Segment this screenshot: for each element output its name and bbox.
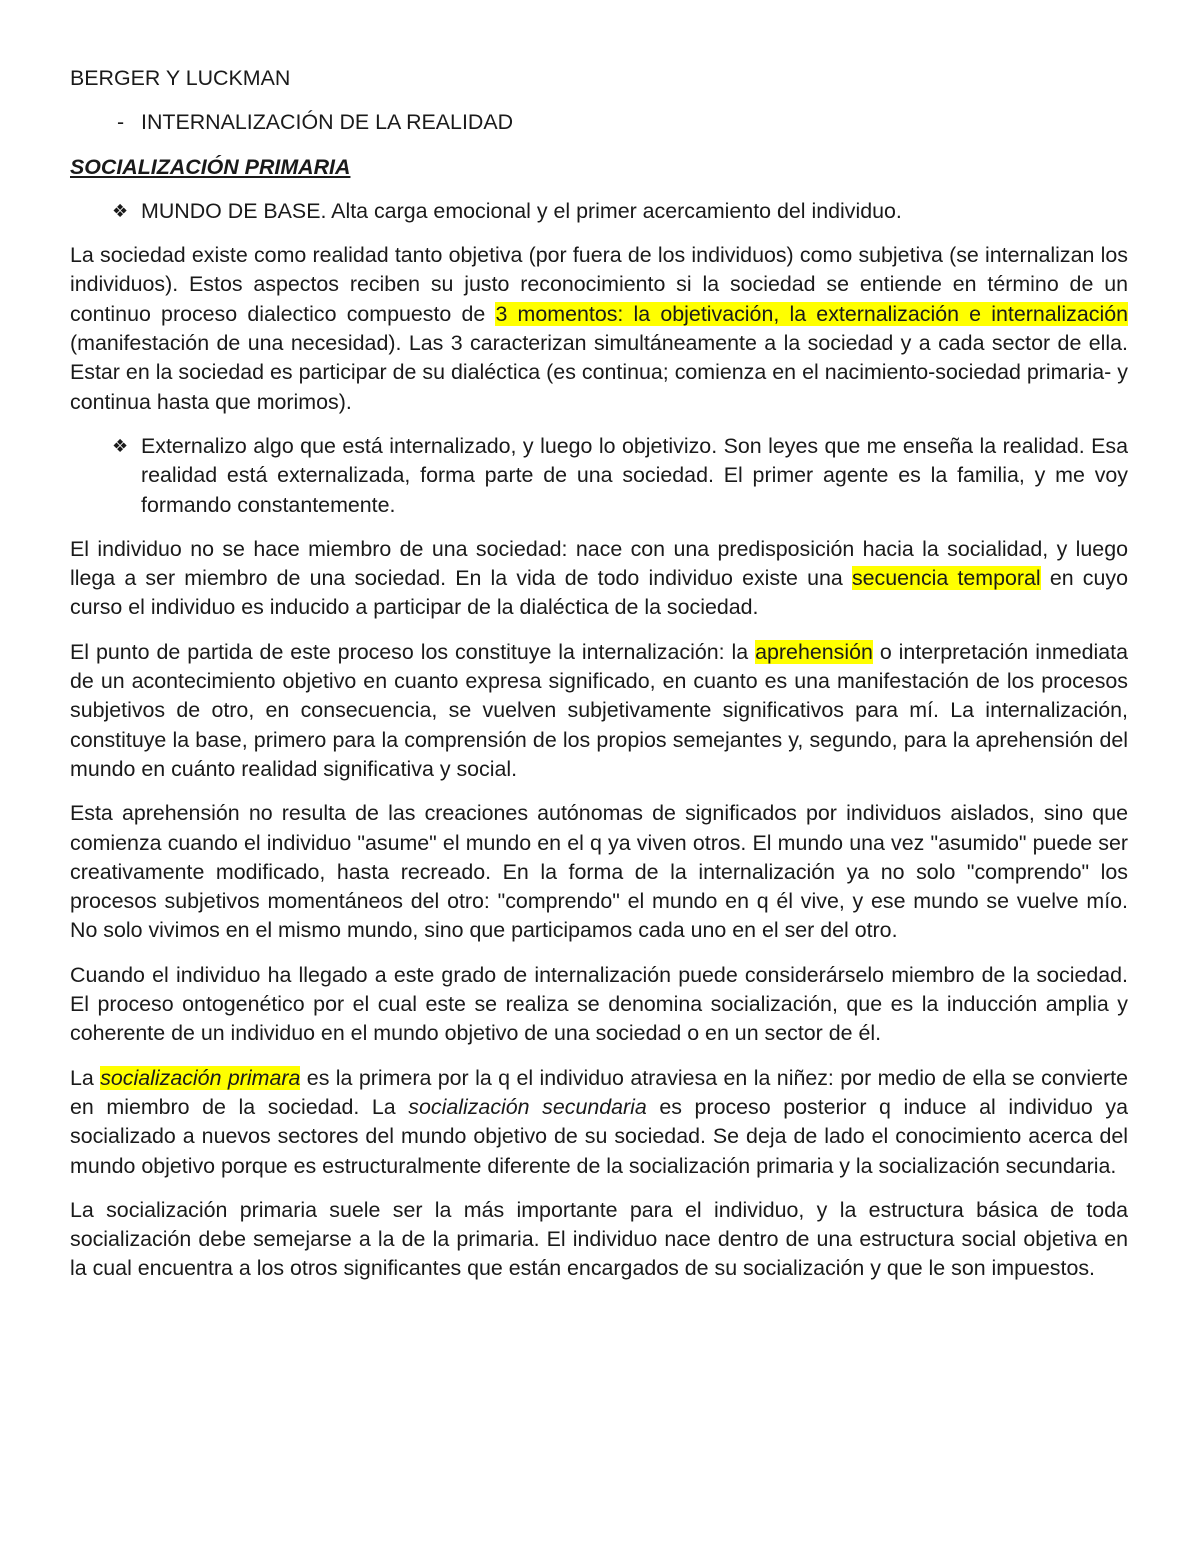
paragraph-2-part-b: en cuyo curso el individuo es inducido a participar de la dialéctica de la sociedad. [70, 566, 1128, 620]
paragraph-1-part-a: La sociedad existe como realidad tanto objetiva (por fuera de los individuos) como subjetiva (se internalizan los individuos). Estos aspectos reciben su justo reconocimiento si la sociedad se entiende en término de un continuo proceso dialectico compuesto de [70, 243, 1128, 326]
italic-socializacion-secundaria: socialización secundaria [408, 1094, 647, 1119]
bullet-item-2 [70, 432, 1128, 520]
bullet-item-1-text: MUNDO DE BASE. Alta carga emocional y el primer acercamiento del individuo. [141, 198, 902, 223]
subtitle-line [70, 108, 1128, 137]
paragraph-6 [70, 1064, 1128, 1181]
section-heading: SOCIALIZACIÓN PRIMARIA [70, 154, 351, 179]
document-title: BERGER Y LUCKMAN [70, 66, 291, 90]
highlight-secuencia-temporal: secuencia temporal [851, 566, 1041, 591]
paragraph-1 [70, 241, 1128, 417]
document-page [70, 64, 1128, 1299]
paragraph-2 [70, 535, 1128, 623]
paragraph-6-part-c: es proceso posterior q induce al individuo ya socializado a nuevos sectores del mundo objetivo de su sociedad. Se deja de lado el conocimiento acerca del mundo objetivo porque es estructuralmente diferente de la socialización primaria y la socialización secundaria. [70, 1094, 1128, 1178]
diamond-bullet-icon: ❖ [112, 200, 129, 222]
highlight-socializacion-primara: socialización primara [100, 1065, 301, 1090]
highlight-aprehension: aprehensión [755, 639, 873, 664]
paragraph-3-part-b: o interpretación inmediata de un acontecimiento objetivo en cuanto expresa significado, en cuanto es una manifestación de los procesos subjetivos de otro, en consecuencia, se vuelven subjetivamente significativos para mí. La internalización, constituye la base, primero para la comprensión de los propios semejantes y, segundo, para la aprehensión del mundo en cuánto realidad significativa y social. [70, 639, 1128, 781]
paragraph-4: Esta aprehensión no resulta de las creaciones autónomas de significados por individuos aislados, sino que comienza cuando el individuo "asume" el mundo en el q ya viven otros. El mundo una vez "asumido" puede ser creativamente modificado, hasta recreado. En la forma de la internalización ya no solo "comprendo" los procesos subjetivos momentáneos del otro: "comprendo" el mundo en q él vive, y ese mundo se vuelve mío. No solo vivimos en el mismo mundo, sino que participamos cada uno en el ser del otro. [70, 801, 1128, 943]
paragraph-6-part-b: es la primera por la q el individuo atraviesa en la niñez: por medio de ella se convierte en miembro de la sociedad. La [70, 1065, 1128, 1119]
paragraph-3-part-a: El punto de partida de este proceso los constituye la internalización: la [70, 639, 756, 664]
paragraph-5: Cuando el individuo ha llegado a este grado de internalización puede considerárselo miembro de la sociedad. El proceso ontogenético por el cual este se realiza se denomina socialización, que es la inducción amplia y coherente de un individuo en el mundo objetivo de una sociedad o en un sector de él. [70, 962, 1128, 1046]
dash-marker: - [117, 110, 125, 135]
bullet-item-1 [70, 197, 1128, 226]
paragraph-2-part-a: El individuo no se hace miembro de una sociedad: nace con una predisposición hacia la socialidad, y luego llega a ser miembro de una sociedad. En la vida de todo individuo existe una [70, 536, 1128, 591]
paragraph-1-part-b: (manifestación de una necesidad). Las 3 caracterizan simultáneamente a la sociedad y a cada sector de ella. Estar en la sociedad es participar de su dialéctica (es continua; comienza en el nacimiento-sociedad primaria- y continua hasta que morimos). [70, 331, 1128, 414]
paragraph-7: La socialización primaria suele ser la más importante para el individuo, y la estructura básica de toda socialización debe semejarse a la de la primaria. El individuo nace dentro de una estructura social objetiva en la cual encuentra a los otros significantes que están encargados de su socialización y que le son impuestos. [70, 1197, 1128, 1281]
bullet-item-2-text: Externalizo algo que está internalizado, y luego lo objetivizo. Son leyes que me enseña la realidad. Esa realidad está externalizada, forma parte de una sociedad. El primer agente es la familia, y me voy formando constantemente. [141, 433, 1128, 517]
highlight-three-moments: 3 momentos: la objetivación, la externalización e internalización [495, 301, 1128, 326]
paragraph-6-part-a: La [70, 1065, 101, 1090]
subtitle-text: INTERNALIZACIÓN DE LA REALIDAD [141, 110, 514, 135]
diamond-bullet-icon: ❖ [112, 435, 129, 457]
paragraph-3 [70, 638, 1128, 784]
